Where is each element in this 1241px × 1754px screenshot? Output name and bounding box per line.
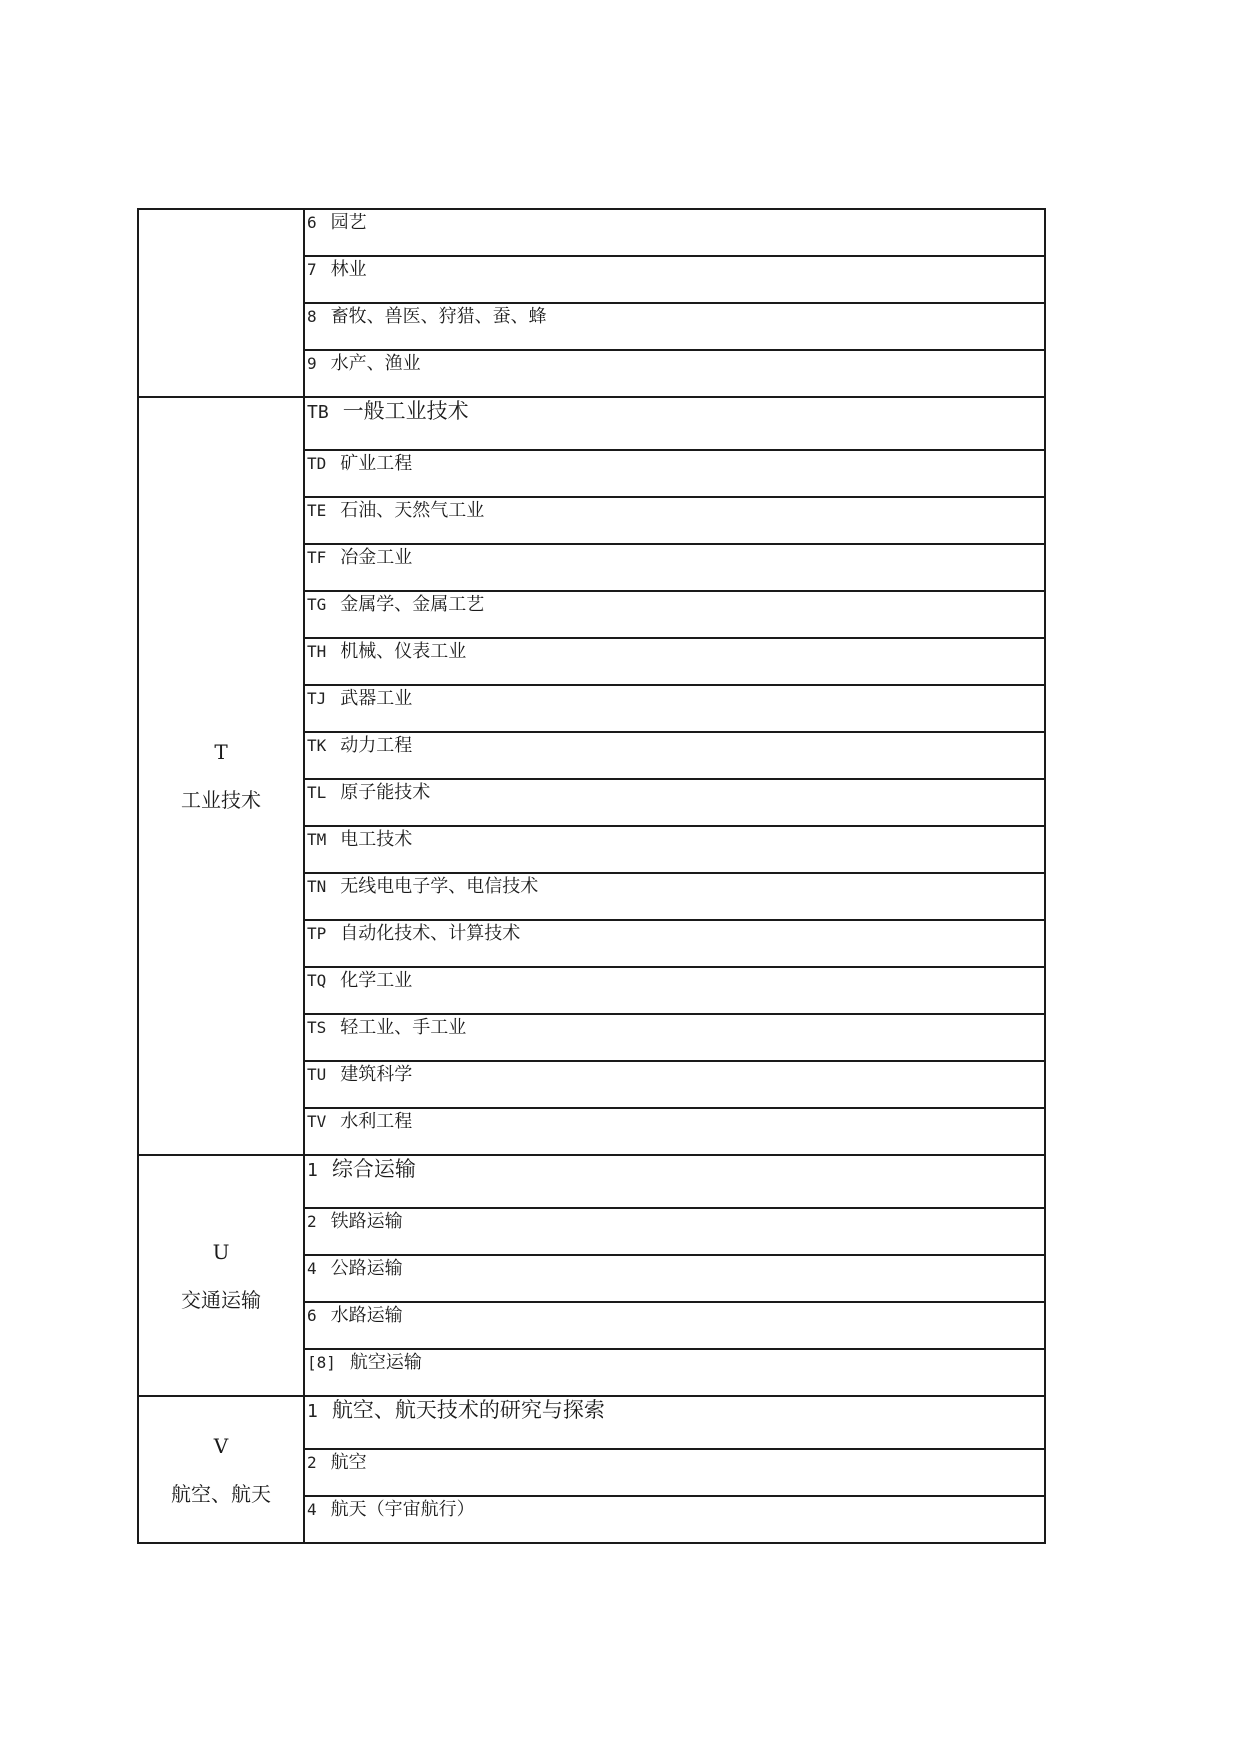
subcategory-code: TN: [307, 877, 327, 896]
subcategory-cell: [304, 1449, 1045, 1496]
subcategory-cell: [304, 967, 1045, 1014]
category-cell: [138, 209, 304, 397]
subcategory-name: 公路运输: [330, 1258, 403, 1279]
subcategory-code: TP: [307, 924, 327, 943]
subcategory-name: 综合运输: [331, 1157, 416, 1181]
subcategory-cell: [304, 209, 1045, 256]
subcategory-code: 4: [307, 1259, 317, 1278]
subcategory-name: 冶金工业: [340, 547, 413, 568]
subcategory-code: 6: [307, 1306, 317, 1325]
subcategory-code: 1: [307, 1160, 318, 1181]
subcategory-cell: [304, 497, 1045, 544]
table-row: [138, 1396, 1045, 1449]
table-row: [138, 1155, 1045, 1208]
subcategory-cell: [304, 1208, 1045, 1255]
subcategory-cell: [304, 1349, 1045, 1396]
subcategory-code: 1: [307, 1401, 318, 1422]
subcategory-name: 轻工业、手工业: [340, 1017, 467, 1038]
subcategory-code: 9: [307, 354, 317, 373]
subcategory-cell: [304, 303, 1045, 350]
subcategory-cell: [304, 1496, 1045, 1543]
subcategory-code: 8: [307, 307, 317, 326]
subcategory-code: TM: [307, 830, 327, 849]
subcategory-code: 2: [307, 1212, 317, 1231]
subcategory-cell: [304, 826, 1045, 873]
category-cell: [138, 1396, 304, 1543]
subcategory-code: [8]: [307, 1353, 336, 1372]
subcategory-name: 无线电电子学、电信技术: [340, 876, 539, 897]
subcategory-cell: [304, 450, 1045, 497]
subcategory-name: 水利工程: [340, 1111, 413, 1132]
subcategory-cell: [304, 685, 1045, 732]
subcategory-cell: [304, 1255, 1045, 1302]
subcategory-code: TL: [307, 783, 327, 802]
subcategory-name: 化学工业: [340, 970, 413, 991]
subcategory-code: TG: [307, 595, 327, 614]
category-name: 工业技术: [181, 788, 261, 812]
subcategory-cell: [304, 350, 1045, 397]
category-code: U: [212, 1239, 230, 1264]
subcategory-name: 水产、渔业: [330, 353, 421, 374]
subcategory-cell: [304, 1061, 1045, 1108]
subcategory-name: 航空、航天技术的研究与探索: [331, 1398, 605, 1422]
subcategory-name: 林业: [330, 259, 367, 280]
subcategory-name: 铁路运输: [330, 1211, 403, 1232]
subcategory-name: 矿业工程: [340, 453, 413, 474]
subcategory-cell: [304, 873, 1045, 920]
subcategory-code: TU: [307, 1065, 327, 1084]
subcategory-cell: [304, 544, 1045, 591]
subcategory-name: 机械、仪表工业: [340, 641, 467, 662]
subcategory-cell: [304, 1108, 1045, 1155]
subcategory-code: TS: [307, 1018, 327, 1037]
subcategory-code: TK: [307, 736, 327, 755]
subcategory-code: 6: [307, 213, 317, 232]
subcategory-name: 金属学、金属工艺: [340, 594, 485, 615]
category-name: 航空、航天: [171, 1481, 271, 1506]
subcategory-name: 建筑科学: [340, 1064, 413, 1085]
subcategory-name: 电工技术: [340, 829, 413, 850]
subcategory-cell: [304, 638, 1045, 685]
category-cell: [138, 397, 304, 1155]
subcategory-code: TV: [307, 1112, 327, 1131]
subcategory-name: 武器工业: [340, 688, 413, 709]
subcategory-name: 畜牧、兽医、狩猎、蚕、蜂: [330, 306, 547, 327]
subcategory-cell: [304, 591, 1045, 638]
subcategory-code: 7: [307, 260, 317, 279]
subcategory-code: 4: [307, 1500, 317, 1519]
subcategory-cell: [304, 1396, 1045, 1449]
subcategory-code: TF: [307, 548, 327, 567]
subcategory-name: 一般工业技术: [342, 399, 469, 423]
subcategory-name: 水路运输: [330, 1305, 403, 1326]
category-code: T: [214, 740, 228, 764]
subcategory-name: 自动化技术、计算技术: [340, 923, 521, 944]
category-cell: [138, 1155, 304, 1396]
subcategory-cell: [304, 397, 1045, 450]
subcategory-cell: [304, 920, 1045, 967]
category-code: V: [213, 1433, 229, 1458]
subcategory-name: 园艺: [330, 212, 367, 233]
subcategory-name: 石油、天然气工业: [340, 500, 485, 521]
subcategory-name: 原子能技术: [340, 782, 431, 803]
table-row: [138, 397, 1045, 450]
subcategory-name: 航空: [330, 1452, 367, 1473]
subcategory-code: TE: [307, 501, 327, 520]
subcategory-name: 航天（宇宙航行）: [330, 1499, 475, 1520]
subcategory-cell: [304, 256, 1045, 303]
category-name: 交通运输: [181, 1287, 261, 1312]
subcategory-code: TD: [307, 454, 327, 473]
subcategory-name: 航空运输: [349, 1352, 422, 1373]
subcategory-cell: [304, 1155, 1045, 1208]
table-row: [138, 209, 1045, 256]
subcategory-name: 动力工程: [340, 735, 413, 756]
subcategory-code: TQ: [307, 971, 327, 990]
subcategory-cell: [304, 1014, 1045, 1061]
subcategory-cell: [304, 1302, 1045, 1349]
subcategory-cell: [304, 779, 1045, 826]
subcategory-code: 2: [307, 1453, 317, 1472]
subcategory-code: TH: [307, 642, 327, 661]
subcategory-code: TB: [307, 402, 329, 423]
subcategory-cell: [304, 732, 1045, 779]
classification-table: [137, 208, 1046, 1544]
subcategory-code: TJ: [307, 689, 327, 708]
